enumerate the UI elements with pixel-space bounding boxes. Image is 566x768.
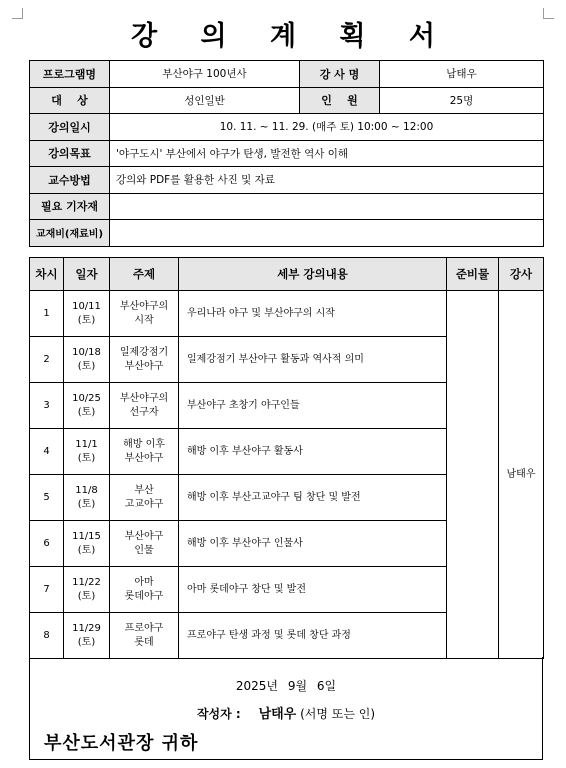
target-value[interactable]: 성인일반 xyxy=(110,87,300,114)
weekday: (토) xyxy=(77,360,96,372)
date-month[interactable]: 9월 xyxy=(287,679,308,693)
instructor-value[interactable]: 남태우 xyxy=(380,61,544,88)
date-year[interactable]: 2025년 xyxy=(235,679,278,693)
document-title: 강 의 계 획 서 xyxy=(130,21,452,52)
course-info-table xyxy=(29,60,544,247)
weekday: (토) xyxy=(77,544,96,556)
session-number: 7 xyxy=(30,567,64,613)
material-label: 교재비(재료비) xyxy=(30,220,110,247)
goal-value[interactable]: '야구도시' 부산에서 야구가 탄생, 발전한 역사 이해 xyxy=(110,140,544,167)
info-row-datetime xyxy=(30,114,544,141)
equipment-label: 필요 기자재 xyxy=(30,193,110,220)
session-detail[interactable]: 프로야구 탄생 과정 및 롯데 창단 과정 xyxy=(179,613,447,659)
date-value: 10/11 xyxy=(72,300,101,312)
session-date xyxy=(64,337,110,383)
session-date xyxy=(64,521,110,567)
supplies-cell[interactable] xyxy=(447,291,499,659)
addressee: 부산도서관장 귀하 xyxy=(44,733,199,754)
schedule-row xyxy=(30,291,544,337)
document-date xyxy=(30,677,542,694)
topic-line: 아마 xyxy=(134,576,154,588)
session-date xyxy=(64,429,110,475)
info-row-target xyxy=(30,87,544,114)
session-number: 4 xyxy=(30,429,64,475)
date-value: 11/22 xyxy=(72,576,101,588)
datetime-label: 강의일시 xyxy=(30,114,110,141)
session-number: 3 xyxy=(30,383,64,429)
session-topic xyxy=(110,475,179,521)
capacity-label: 인 원 xyxy=(300,87,380,114)
topic-line: 부산야구의 xyxy=(119,300,169,312)
session-number: 1 xyxy=(30,291,64,337)
info-row-goal xyxy=(30,140,544,167)
date-value: 11/15 xyxy=(72,530,101,542)
session-detail[interactable]: 우리나라 야구 및 부산야구의 시작 xyxy=(179,291,447,337)
weekday: (토) xyxy=(77,314,96,326)
header-date: 일자 xyxy=(64,258,110,291)
info-row-method xyxy=(30,167,544,194)
session-date xyxy=(64,291,110,337)
session-detail[interactable]: 해방 이후 부산고교야구 팀 창단 및 발전 xyxy=(179,475,447,521)
session-topic xyxy=(110,613,179,659)
capacity-value[interactable]: 25명 xyxy=(380,87,544,114)
topic-line: 부산야구 xyxy=(124,360,164,372)
topic-line: 시작 xyxy=(134,314,154,326)
session-detail[interactable]: 아마 롯데야구 창단 및 발전 xyxy=(179,567,447,613)
program-label: 프로그램명 xyxy=(30,61,110,88)
weekday: (토) xyxy=(77,406,96,418)
equipment-value[interactable] xyxy=(110,193,544,220)
session-date xyxy=(64,475,110,521)
info-row-material xyxy=(30,220,544,247)
header-session: 차시 xyxy=(30,258,64,291)
topic-line: 인물 xyxy=(134,544,154,556)
writer-line xyxy=(30,703,542,722)
datetime-value[interactable]: 10. 11. ~ 11. 29. (매주 토) 10:00 ~ 12:00 xyxy=(110,114,544,141)
date-value: 11/8 xyxy=(75,484,98,496)
signature-block xyxy=(29,657,543,760)
session-topic xyxy=(110,567,179,613)
session-detail[interactable]: 해방 이후 부산야구 인물사 xyxy=(179,521,447,567)
session-topic xyxy=(110,429,179,475)
date-value: 10/18 xyxy=(72,346,101,358)
header-supplies: 준비물 xyxy=(447,258,499,291)
info-row-equipment xyxy=(30,193,544,220)
session-date xyxy=(64,567,110,613)
session-topic xyxy=(110,521,179,567)
writer-name[interactable]: 남태우 xyxy=(258,707,297,722)
weekday: (토) xyxy=(77,498,96,510)
schedule-header-row xyxy=(30,258,544,291)
session-date xyxy=(64,613,110,659)
method-value[interactable]: 강의와 PDF를 활용한 사진 및 자료 xyxy=(110,167,544,194)
goal-label: 강의목표 xyxy=(30,140,110,167)
date-value: 10/25 xyxy=(72,392,101,404)
instructor-label: 강 사 명 xyxy=(300,61,380,88)
date-value: 11/1 xyxy=(75,438,98,450)
weekday: (토) xyxy=(77,590,96,602)
topic-line: 부산야구 xyxy=(124,530,164,542)
header-instructor: 강사 xyxy=(499,258,544,291)
session-number: 2 xyxy=(30,337,64,383)
instructor-cell[interactable]: 남태우 xyxy=(499,291,544,659)
schedule-table xyxy=(29,257,544,659)
writer-label: 작성자 : xyxy=(196,707,241,721)
date-day[interactable]: 6일 xyxy=(316,679,337,693)
topic-line: 프로야구 xyxy=(124,622,164,634)
header-detail: 세부 강의내용 xyxy=(179,258,447,291)
session-detail[interactable]: 부산야구 초창기 야구인들 xyxy=(179,383,447,429)
topic-line: 해방 이후 xyxy=(123,438,165,450)
session-detail[interactable]: 해방 이후 부산야구 활동사 xyxy=(179,429,447,475)
session-topic xyxy=(110,291,179,337)
weekday: (토) xyxy=(77,452,96,464)
session-detail[interactable]: 일제강점기 부산야구 활동과 역사적 의미 xyxy=(179,337,447,383)
topic-line: 롯데야구 xyxy=(124,590,164,602)
session-number: 8 xyxy=(30,613,64,659)
signature-note: (서명 또는 인) xyxy=(300,707,376,721)
topic-line: 선구자 xyxy=(129,406,159,418)
topic-line: 부산 xyxy=(134,484,154,496)
target-label: 대 상 xyxy=(30,87,110,114)
session-number: 6 xyxy=(30,521,64,567)
session-topic xyxy=(110,337,179,383)
program-value[interactable]: 부산야구 100년사 xyxy=(110,61,300,88)
topic-line: 부산야구 xyxy=(124,452,164,464)
topic-line: 고교야구 xyxy=(124,498,164,510)
session-date xyxy=(64,383,110,429)
method-label: 교수방법 xyxy=(30,167,110,194)
material-value[interactable] xyxy=(110,220,544,247)
date-value: 11/29 xyxy=(72,622,101,634)
info-row-program xyxy=(30,61,544,88)
weekday: (토) xyxy=(77,636,96,648)
topic-line: 부산야구의 xyxy=(119,392,169,404)
session-topic xyxy=(110,383,179,429)
session-number: 5 xyxy=(30,475,64,521)
topic-line: 롯데 xyxy=(134,636,154,648)
topic-line: 일제강점기 xyxy=(119,346,169,358)
header-topic: 주제 xyxy=(110,258,179,291)
